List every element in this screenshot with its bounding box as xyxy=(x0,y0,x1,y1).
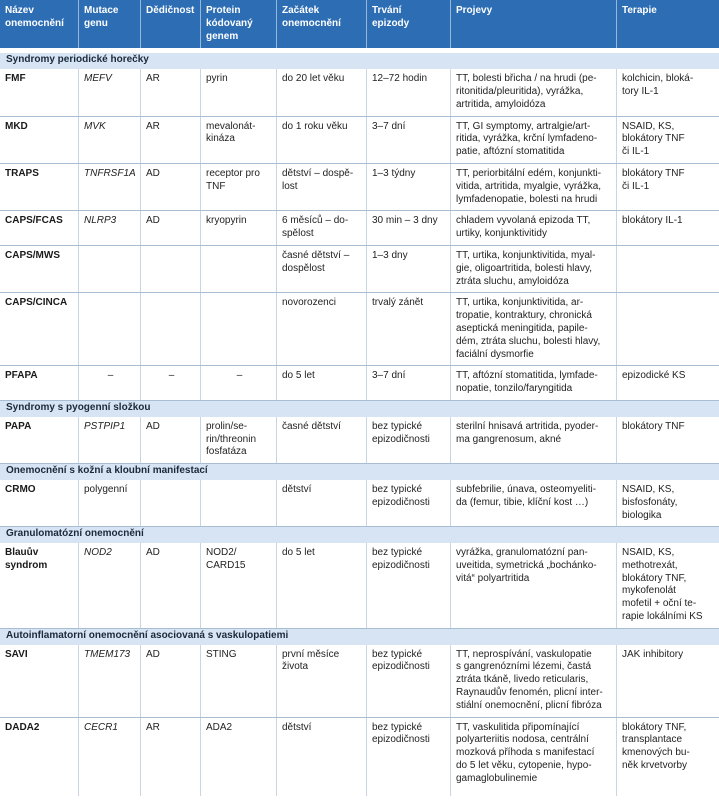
inheritance-cell: AD xyxy=(140,417,200,463)
table-row xyxy=(0,293,719,366)
therapy-cell: blokátory TNF xyxy=(616,417,719,463)
section-heading: Granulomatózní onemocnění xyxy=(0,527,719,543)
table-row xyxy=(0,366,719,401)
onset-cell: do 5 let xyxy=(276,366,366,400)
duration-cell: 3–7 dní xyxy=(366,117,450,163)
table-row xyxy=(0,543,719,629)
empty-cell xyxy=(140,246,200,292)
gene-cell: NOD2 xyxy=(78,543,140,628)
column-header-symptoms: Projevy xyxy=(450,0,616,48)
protein-cell: ADA2 xyxy=(200,718,276,796)
symptoms-cell: TT, vaskulitida připomínající polyarteriitis nodosa, centrální mozková příhoda s manifestací do 5 let věku, cytopenie, hypo- gamaglobulinemie xyxy=(450,718,616,796)
column-header-inheritance: Dědičnost xyxy=(140,0,200,48)
empty-cell xyxy=(200,480,276,526)
duration-cell: bez typické epizodičnosti xyxy=(366,718,450,796)
column-header-onset: Začátek onemocnění xyxy=(276,0,366,48)
gene-cell: PSTPIP1 xyxy=(78,417,140,463)
duration-cell: 12–72 hodin xyxy=(366,69,450,115)
protein-cell: STING xyxy=(200,645,276,717)
gene-cell: polygenní xyxy=(78,480,140,526)
therapy-cell: epizodické KS xyxy=(616,366,719,400)
therapy-cell: NSAID, KS, bisfosfonáty, biologika xyxy=(616,480,719,526)
gene-cell: TNFRSF1A xyxy=(78,164,140,210)
protein-cell: mevalonát- kináza xyxy=(200,117,276,163)
column-header-therapy: Terapie xyxy=(616,0,719,48)
table-row xyxy=(0,417,719,464)
symptoms-cell: TT, urtika, konjunktivitida, myal- gie, oligoartritida, bolesti hlavy, ztráta sluchu, amyloidóza xyxy=(450,246,616,292)
duration-cell: 3–7 dní xyxy=(366,366,450,400)
duration-cell: 1–3 týdny xyxy=(366,164,450,210)
symptoms-cell: subfebrilie, únava, osteomyeliti- da (femur, tibie, klíční kost …) xyxy=(450,480,616,526)
disease-name: CAPS/MWS xyxy=(5,249,60,261)
gene-cell: TMEM173 xyxy=(78,645,140,717)
disease-name: CAPS/FCAS xyxy=(5,215,63,227)
inheritance-cell: AD xyxy=(140,543,200,628)
inheritance-cell: AR xyxy=(140,718,200,796)
table-header-row xyxy=(0,0,719,48)
empty-cell xyxy=(78,293,140,365)
onset-cell: první měsíce života xyxy=(276,645,366,717)
inheritance-cell: AD xyxy=(140,645,200,717)
duration-cell: bez typické epizodičnosti xyxy=(366,480,450,526)
duration-cell: bez typické epizodičnosti xyxy=(366,645,450,717)
protein-cell: NOD2/ CARD15 xyxy=(200,543,276,628)
section-heading: Syndromy periodické horečky xyxy=(0,53,719,69)
symptoms-cell: chladem vyvolaná epizoda TT, urtiky, konjunktivitidy xyxy=(450,211,616,245)
duration-cell: trvalý zánět xyxy=(366,293,450,365)
disease-name: CRMO xyxy=(5,483,36,495)
symptoms-cell: TT, aftózní stomatitida, lymfade- nopatie, tonzilo/faryngitida xyxy=(450,366,616,400)
protein-cell: – xyxy=(200,366,276,400)
gene-cell: MVK xyxy=(78,117,140,163)
inheritance-cell: AR xyxy=(140,69,200,115)
disease-name: PFAPA xyxy=(5,370,38,382)
protein-cell: pyrin xyxy=(200,69,276,115)
inheritance-cell: AD xyxy=(140,211,200,245)
onset-cell: dětství xyxy=(276,480,366,526)
table-row xyxy=(0,480,719,527)
section-heading: Autoinflamatorní onemocnění asociovaná s vaskulopatiemi xyxy=(0,629,719,645)
empty-cell xyxy=(616,293,719,365)
onset-cell: novorozenci xyxy=(276,293,366,365)
duration-cell: 30 min – 3 dny xyxy=(366,211,450,245)
onset-cell: 6 měsíců – do- spělost xyxy=(276,211,366,245)
duration-cell: 1–3 dny xyxy=(366,246,450,292)
inheritance-cell: AD xyxy=(140,164,200,210)
therapy-cell: NSAID, KS, methotrexát, blokátory TNF, mykofenolát mofetil + oční te- rapie lokálními KS xyxy=(616,543,719,628)
table-row xyxy=(0,246,719,293)
section-heading: Syndromy s pyogenní složkou xyxy=(0,401,719,417)
gene-cell: NLRP3 xyxy=(78,211,140,245)
disease-name: CAPS/CINCA xyxy=(5,297,68,309)
gene-cell: CECR1 xyxy=(78,718,140,796)
therapy-cell: JAK inhibitory xyxy=(616,645,719,717)
onset-cell: do 5 let xyxy=(276,543,366,628)
empty-cell xyxy=(200,246,276,292)
empty-cell xyxy=(140,480,200,526)
symptoms-cell: TT, periorbitální edém, konjunkti- vitida, artritida, myalgie, vyrážka, lymfadenopatie, bolesti na hrudi xyxy=(450,164,616,210)
therapy-cell: blokátory TNF, transplantace kmenových bu- něk krvetvorby xyxy=(616,718,719,796)
onset-cell: časné dětství xyxy=(276,417,366,463)
inheritance-cell: AR xyxy=(140,117,200,163)
empty-cell xyxy=(616,246,719,292)
symptoms-cell: TT, GI symptomy, artralgie/art- ritida, vyrážka, krční lymfadeno- patie, aftózní stomatitida xyxy=(450,117,616,163)
duration-cell: bez typické epizodičnosti xyxy=(366,417,450,463)
therapy-cell: blokátory IL-1 xyxy=(616,211,719,245)
onset-cell: do 1 roku věku xyxy=(276,117,366,163)
protein-cell: kryopyrin xyxy=(200,211,276,245)
table-row xyxy=(0,69,719,116)
symptoms-cell: TT, neprospívání, vaskulopatie s gangrenózními lézemi, častá ztráta tkáně, livedo reticularis, Raynaudův fenomén, plicní inter- stiální onemocnění, plicní fibróza xyxy=(450,645,616,717)
symptoms-cell: vyrážka, granulomatózní pan- uveitida, symetrická „bochánko- vitá“ polyartritida xyxy=(450,543,616,628)
gene-cell: – xyxy=(78,366,140,400)
onset-cell: dětství – dospě- lost xyxy=(276,164,366,210)
column-header-disease: Název onemocnění xyxy=(5,5,64,29)
table-row xyxy=(0,211,719,246)
table-row xyxy=(0,164,719,211)
disease-name: DADA2 xyxy=(5,721,40,733)
disease-name: SAVI xyxy=(5,648,28,660)
symptoms-cell: sterilní hnisavá artritida, pyoder- ma gangrenosum, akné xyxy=(450,417,616,463)
therapy-cell: NSAID, KS, blokátory TNF či IL-1 xyxy=(616,117,719,163)
empty-cell xyxy=(140,293,200,365)
disease-name: TRAPS xyxy=(5,167,39,179)
symptoms-cell: TT, bolesti břicha / na hrudi (pe- ritonitida/pleuritida), vyrážka, artritida, amyloidóza xyxy=(450,69,616,115)
therapy-cell: blokátory TNF či IL-1 xyxy=(616,164,719,210)
gene-cell: MEFV xyxy=(78,69,140,115)
disease-name: FMF xyxy=(5,73,26,85)
inheritance-cell: – xyxy=(140,366,200,400)
duration-cell: bez typické epizodičnosti xyxy=(366,543,450,628)
protein-cell: prolin/se- rin/threonin fosfatáza xyxy=(200,417,276,463)
empty-cell xyxy=(200,293,276,365)
empty-cell xyxy=(78,246,140,292)
disease-name: PAPA xyxy=(5,420,32,432)
table-row xyxy=(0,645,719,718)
table-row xyxy=(0,718,719,796)
symptoms-cell: TT, urtika, konjunktivitida, ar- tropatie, kontraktury, chronická aseptická meningitida, papile- dém, ztráta sluchu, bolesti hlavy, faciální dysmorfie xyxy=(450,293,616,365)
disease-name: MKD xyxy=(5,120,28,132)
therapy-cell: kolchicin, bloká- tory IL-1 xyxy=(616,69,719,115)
section-heading: Onemocnění s kožní a kloubní manifestací xyxy=(0,464,719,480)
column-header-gene-mutation: Mutace genu xyxy=(78,0,140,48)
onset-cell: dětství xyxy=(276,718,366,796)
column-header-episode-duration: Trvání epizody xyxy=(366,0,450,48)
onset-cell: do 20 let věku xyxy=(276,69,366,115)
table-row xyxy=(0,117,719,164)
onset-cell: časné dětství – dospělost xyxy=(276,246,366,292)
protein-cell: receptor pro TNF xyxy=(200,164,276,210)
column-header-protein: Protein kódovaný genem xyxy=(200,0,276,48)
disease-name: Blauův syndrom xyxy=(5,547,48,571)
